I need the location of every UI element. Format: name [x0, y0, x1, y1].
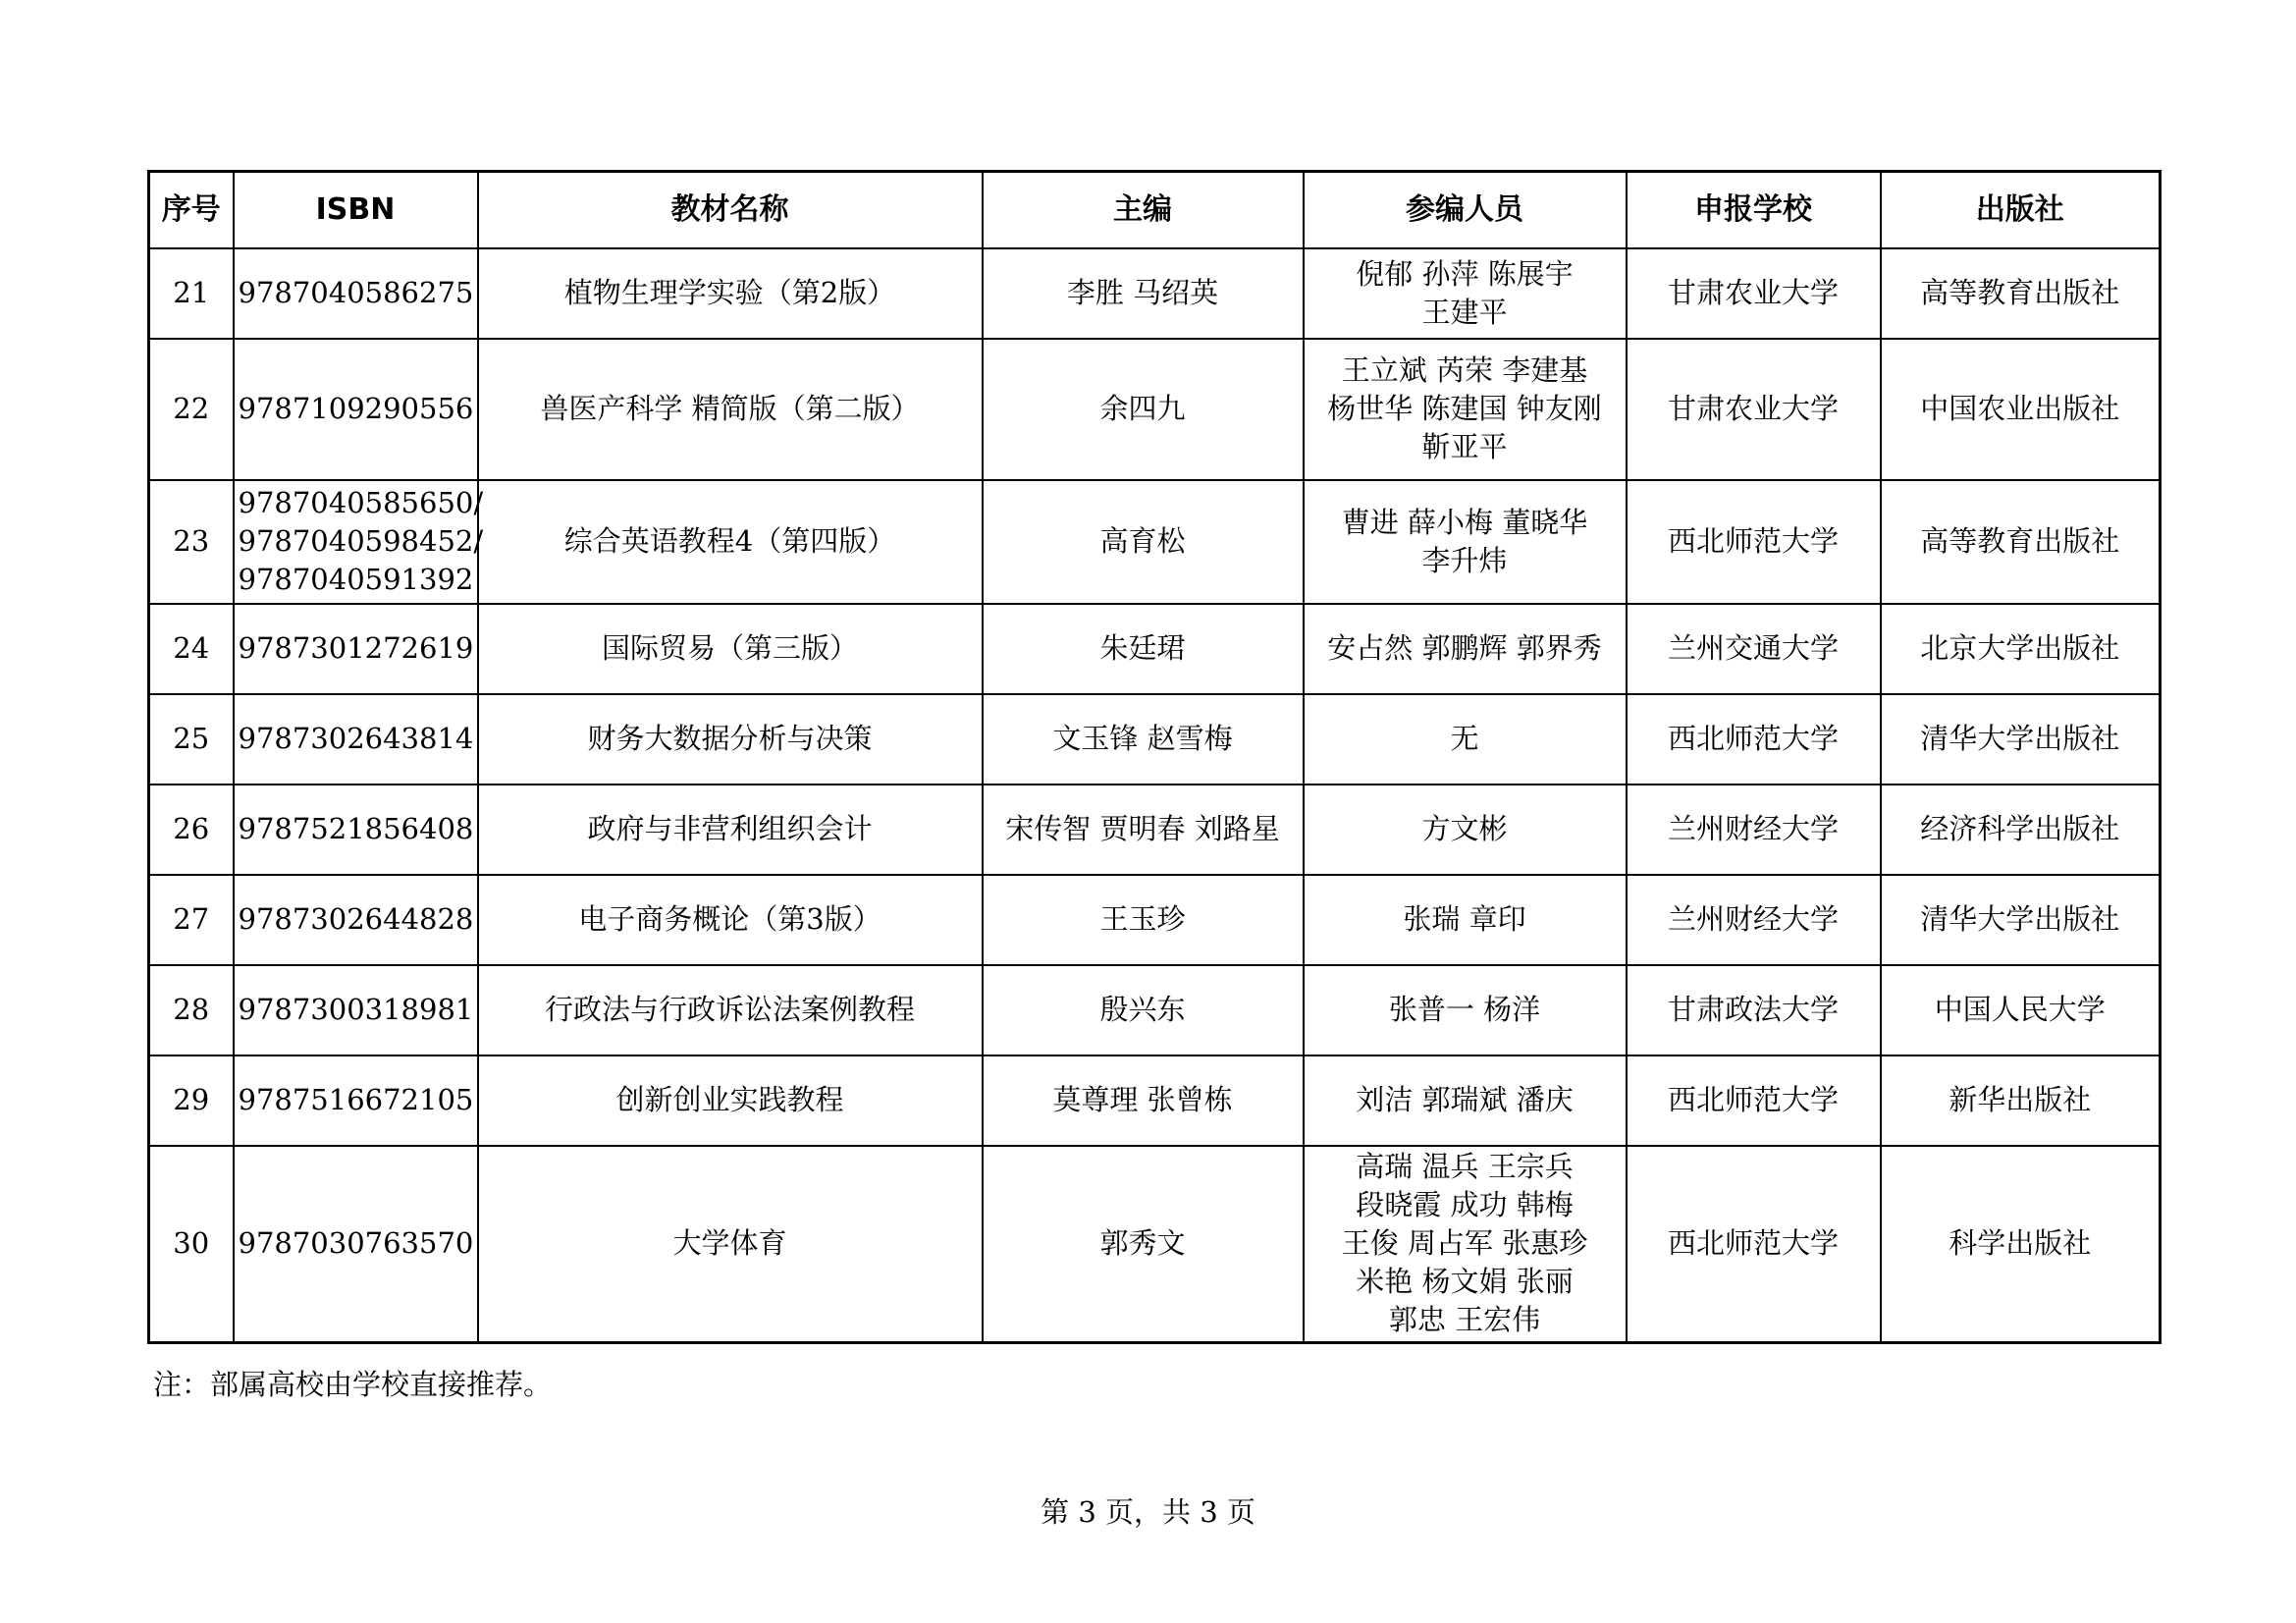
cell-index: 28: [149, 965, 234, 1055]
cell-isbn: [234, 339, 478, 480]
cell-publisher: 新华出版社: [1881, 1055, 2161, 1146]
cell-publisher: 中国人民大学: [1881, 965, 2161, 1055]
cell-school: 西北师范大学: [1627, 1055, 1881, 1146]
cell-publisher: 中国农业出版社: [1881, 339, 2161, 480]
cell-contributors-line: 安占然 郭鹏辉 郭界秀: [1327, 631, 1602, 665]
cell-isbn-line: 9787300318981: [238, 993, 474, 1026]
cell-contributors-line: 段晓霞 成功 韩梅: [1356, 1188, 1574, 1222]
cell-isbn: [234, 1146, 478, 1343]
header-isbn: ISBN: [234, 172, 478, 248]
footnote: 注：部属高校由学校直接推荐。: [153, 1368, 553, 1401]
cell-publisher: 清华大学出版社: [1881, 694, 2161, 784]
cell-contributors-line: 倪郁 孙萍 陈展宇: [1356, 256, 1574, 291]
header-school: 申报学校: [1627, 172, 1881, 248]
cell-contributors-line: 张普一 杨洋: [1388, 993, 1541, 1026]
table-header-row: [149, 172, 2161, 248]
cell-contributors: [1304, 339, 1627, 480]
cell-editor: 莫尊理 张曾栋: [983, 1055, 1304, 1146]
cell-title: 电子商务概论（第3版）: [478, 875, 983, 965]
cell-index: 25: [149, 694, 234, 784]
cell-contributors-line: 方文彬: [1421, 812, 1508, 845]
header-title: 教材名称: [478, 172, 983, 248]
page-number: 第 3 页，共 3 页: [1041, 1495, 1255, 1529]
cell-title: 国际贸易（第三版）: [478, 604, 983, 694]
cell-isbn-line: 9787301272619: [238, 631, 474, 665]
cell-isbn-line: 9787521856408: [238, 812, 474, 845]
cell-contributors-line: 张瑞 章印: [1403, 902, 1526, 936]
cell-contributors-line: 高瑞 温兵 王宗兵: [1356, 1150, 1574, 1184]
cell-isbn: [234, 694, 478, 784]
cell-contributors-line: 郭忠 王宏伟: [1388, 1303, 1541, 1337]
cell-isbn: [234, 604, 478, 694]
table-row: [149, 784, 2161, 875]
cell-contributors-line: 李升炜: [1421, 543, 1508, 577]
cell-isbn-line: 9787109290556: [238, 392, 474, 425]
textbook-table: [147, 170, 2162, 1344]
cell-school: 兰州交通大学: [1627, 604, 1881, 694]
table-row: [149, 965, 2161, 1055]
cell-editor: 朱廷珺: [983, 604, 1304, 694]
cell-title: 行政法与行政诉讼法案例教程: [478, 965, 983, 1055]
cell-school: 西北师范大学: [1627, 480, 1881, 604]
table-row: [149, 480, 2161, 604]
cell-isbn-line: 9787040585650/: [238, 486, 484, 519]
cell-contributors: [1304, 784, 1627, 875]
cell-isbn: [234, 965, 478, 1055]
cell-isbn: [234, 784, 478, 875]
cell-school: 西北师范大学: [1627, 1146, 1881, 1343]
cell-isbn: [234, 480, 484, 604]
cell-isbn-line: 9787040591392: [238, 563, 474, 596]
cell-contributors: [1304, 694, 1627, 784]
cell-contributors-line: 王俊 周占军 张惠珍: [1341, 1226, 1588, 1261]
cell-isbn: [234, 248, 478, 339]
cell-isbn-line: 9787516672105: [238, 1083, 474, 1116]
cell-contributors-line: 无: [1450, 722, 1479, 755]
cell-isbn: [234, 875, 478, 965]
cell-school: 甘肃政法大学: [1627, 965, 1881, 1055]
table-row: [149, 875, 2161, 965]
cell-title: 政府与非营利组织会计: [478, 784, 983, 875]
cell-title: 大学体育: [478, 1146, 983, 1343]
table-body: [149, 248, 2161, 1343]
cell-publisher: 清华大学出版社: [1881, 875, 2161, 965]
cell-editor: 王玉珍: [983, 875, 1304, 965]
table-row: [149, 604, 2161, 694]
cell-editor: 宋传智 贾明春 刘路星: [983, 784, 1304, 875]
cell-contributors: [1304, 965, 1627, 1055]
cell-title: 兽医产科学 精简版（第二版）: [478, 339, 983, 480]
cell-contributors-line: 米艳 杨文娟 张丽: [1356, 1265, 1574, 1299]
cell-contributors-line: 靳亚平: [1421, 430, 1508, 463]
cell-school: 甘肃农业大学: [1627, 248, 1881, 339]
cell-editor: 殷兴东: [983, 965, 1304, 1055]
cell-isbn-line: 9787040586275: [238, 276, 474, 309]
cell-editor: 余四九: [983, 339, 1304, 480]
header-contributors: 参编人员: [1304, 172, 1627, 248]
cell-publisher: 科学出版社: [1881, 1146, 2161, 1343]
table-row: [149, 694, 2161, 784]
cell-school: 兰州财经大学: [1627, 784, 1881, 875]
cell-contributors-line: 王立斌 芮荣 李建基: [1341, 353, 1588, 387]
cell-contributors: [1304, 248, 1627, 339]
cell-school: 甘肃农业大学: [1627, 339, 1881, 480]
cell-contributors: [1304, 875, 1627, 965]
cell-contributors: [1304, 1146, 1627, 1343]
cell-index: 29: [149, 1055, 234, 1146]
cell-index: 26: [149, 784, 234, 875]
header-editor: 主编: [983, 172, 1304, 248]
cell-isbn-line: 9787040598452/: [238, 524, 484, 558]
cell-school: 西北师范大学: [1627, 694, 1881, 784]
cell-title: 财务大数据分析与决策: [478, 694, 983, 784]
cell-publisher: 经济科学出版社: [1881, 784, 2161, 875]
cell-isbn-line: 9787302644828: [238, 902, 474, 936]
cell-contributors-line: 刘洁 郭瑞斌 潘庆: [1356, 1083, 1574, 1116]
cell-contributors-line: 曹进 薛小梅 董晓华: [1341, 505, 1588, 539]
cell-index: 24: [149, 604, 234, 694]
cell-isbn-line: 9787302643814: [238, 722, 474, 755]
cell-publisher: 高等教育出版社: [1881, 248, 2161, 339]
cell-editor: 文玉锋 赵雪梅: [983, 694, 1304, 784]
header-publisher: 出版社: [1881, 172, 2161, 248]
cell-title: 创新创业实践教程: [478, 1055, 983, 1146]
cell-index: 21: [149, 248, 234, 339]
cell-title: 植物生理学实验（第2版）: [478, 248, 983, 339]
table-row: [149, 1146, 2161, 1343]
cell-contributors-line: 王建平: [1421, 295, 1508, 329]
cell-editor: 李胜 马绍英: [983, 248, 1304, 339]
cell-contributors-line: 杨世华 陈建国 钟友刚: [1327, 392, 1602, 425]
cell-index: 23: [149, 480, 234, 604]
cell-contributors: [1304, 1055, 1627, 1146]
cell-contributors: [1304, 480, 1627, 604]
cell-editor: 高育松: [983, 480, 1304, 604]
cell-isbn: [234, 1055, 478, 1146]
cell-contributors: [1304, 604, 1627, 694]
header-index: 序号: [149, 172, 234, 248]
cell-publisher: 高等教育出版社: [1881, 480, 2161, 604]
cell-title: 综合英语教程4（第四版）: [478, 480, 983, 604]
table-row: [149, 339, 2161, 480]
cell-index: 27: [149, 875, 234, 965]
cell-editor: 郭秀文: [983, 1146, 1304, 1343]
table-row: [149, 248, 2161, 339]
cell-school: 兰州财经大学: [1627, 875, 1881, 965]
cell-index: 30: [149, 1146, 234, 1343]
cell-isbn-line: 9787030763570: [238, 1226, 474, 1261]
table-row: [149, 1055, 2161, 1146]
cell-index: 22: [149, 339, 234, 480]
cell-publisher: 北京大学出版社: [1881, 604, 2161, 694]
